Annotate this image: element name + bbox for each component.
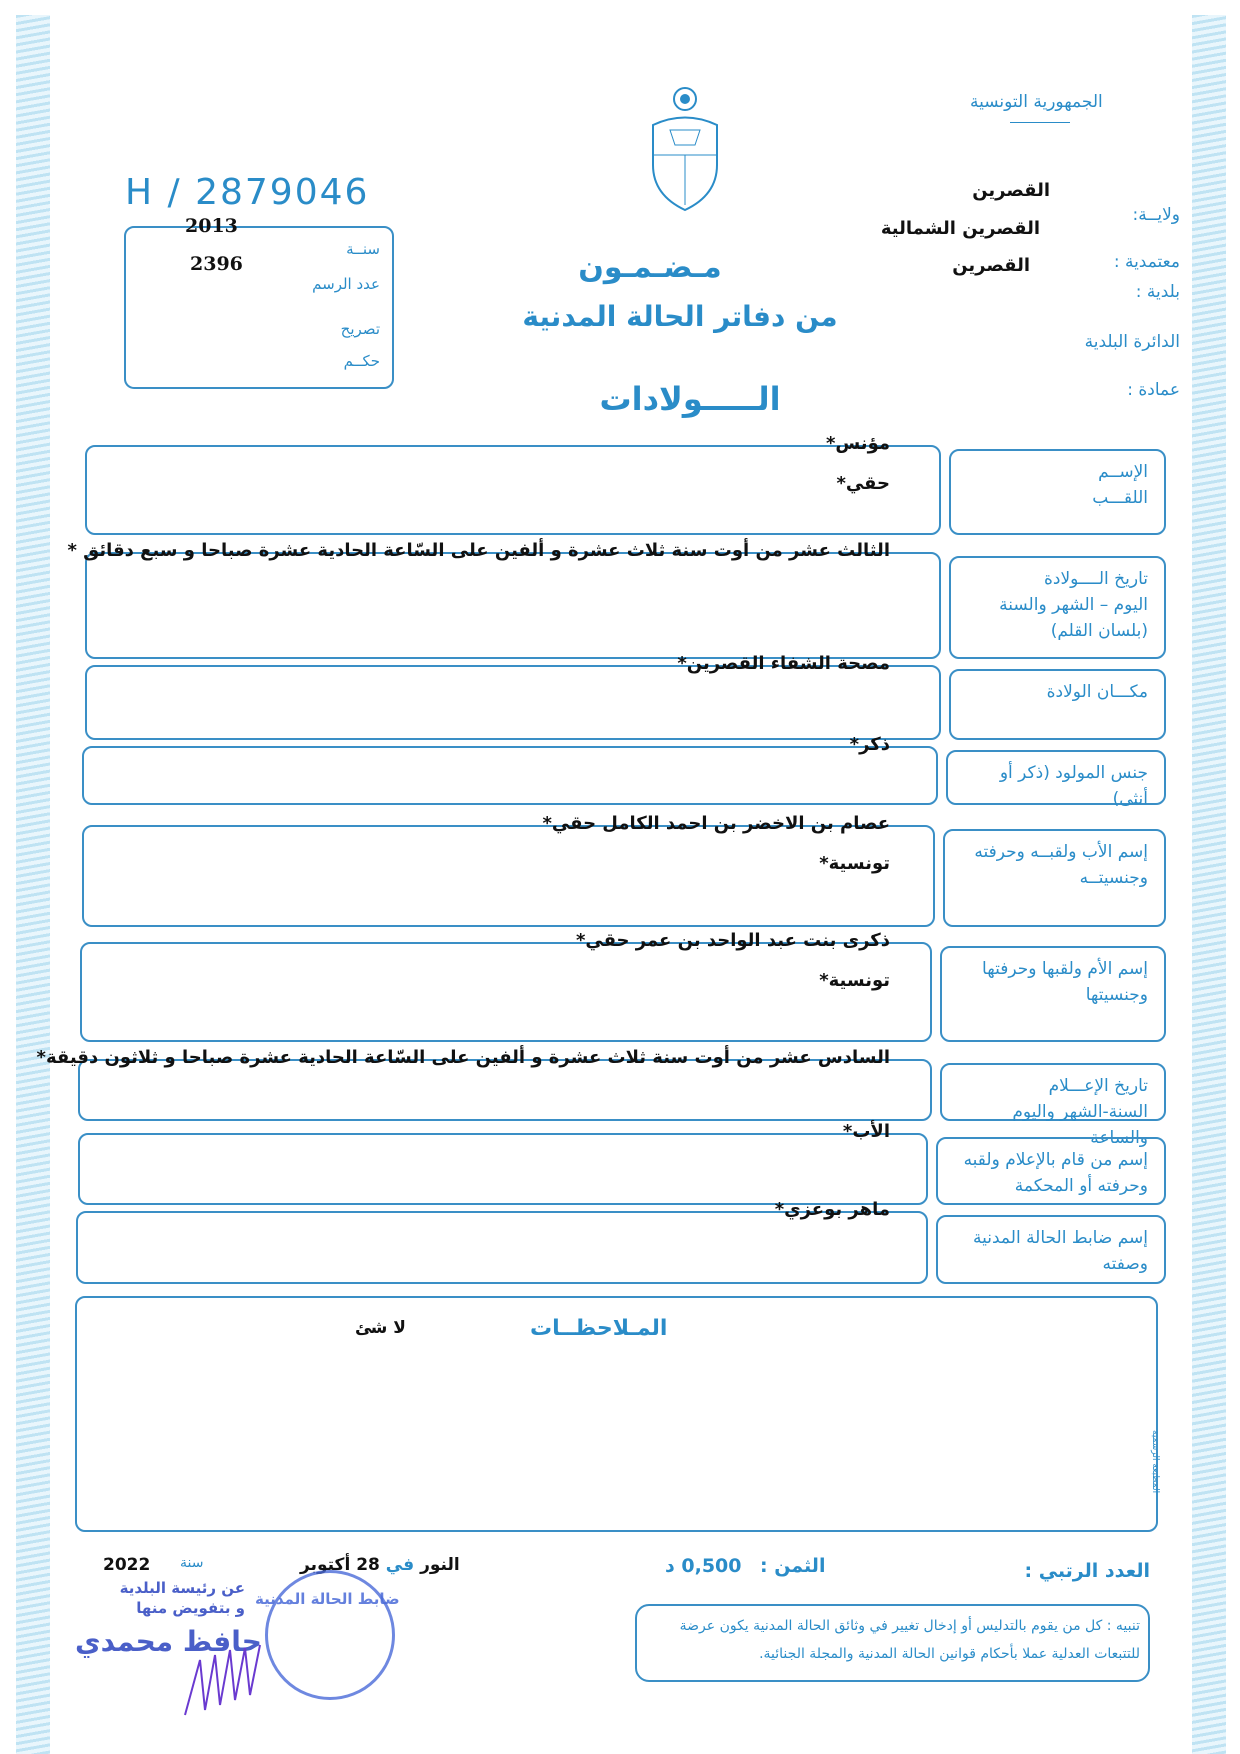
signature-icon — [180, 1640, 270, 1720]
wilaya-value: القصرين — [972, 180, 1050, 201]
value-box — [82, 746, 938, 805]
value-box — [85, 665, 941, 740]
field-value: تونسية* — [819, 853, 890, 874]
value-box — [85, 445, 941, 535]
label-line: وجنسيتــه — [1079, 868, 1148, 888]
municipality-value: القصرين — [952, 255, 1030, 276]
republic-label: الجمهورية التونسية — [970, 92, 1103, 112]
value-box — [78, 1059, 932, 1121]
field-value: ذكرى بنت عبد الواحد بن عمر حقي* — [575, 930, 890, 951]
field-label — [940, 946, 1162, 1018]
serial-label: العدد الرتبي : — [1024, 1560, 1150, 1582]
remarks-value: لا شئ — [355, 1318, 406, 1338]
field-label — [949, 556, 1162, 654]
label-line: جنس المولود (ذكر أو أنثى) — [999, 763, 1148, 809]
field-label — [949, 669, 1162, 715]
stamp-line: و بتفويض منها — [136, 1599, 245, 1617]
issue-place: النور — [420, 1555, 460, 1575]
field-value: مصحة الشفاء القصرين* — [677, 653, 890, 674]
delegation-value: القصرين الشمالية — [880, 218, 1040, 239]
title-line2: من دفاتر الحالة المدنية — [522, 300, 838, 333]
field-value: ماهر بوعزي* — [774, 1199, 890, 1220]
field-value: عصام بن الاخضر بن احمد الكامل حقي* — [542, 813, 890, 834]
issue-date: 28 أكتوبر — [300, 1555, 380, 1575]
signer-name: حافظ محمدي — [75, 1625, 262, 1658]
coat-of-arms-icon — [645, 85, 725, 215]
label-line: إسم من قام بالإعلام ولقبه — [963, 1150, 1148, 1170]
label-line: تاريخ الــــولادة — [1043, 569, 1148, 589]
delegation-stamp — [85, 1578, 245, 1618]
label-line: اليوم – الشهر والسنة — [999, 595, 1148, 615]
field-value: ذكر* — [849, 734, 890, 755]
year-label: سنــة — [346, 240, 380, 258]
field-value: الأب* — [842, 1121, 890, 1142]
label-line: تاريخ الإعـــلام — [1048, 1076, 1148, 1096]
number-label: عدد الرسم — [312, 275, 380, 293]
field-label — [936, 1137, 1162, 1209]
label-line: وصفته — [1102, 1254, 1148, 1274]
field-label — [936, 1215, 1162, 1287]
value-box — [76, 1211, 928, 1284]
seal-text: ضابط الحالة المدنية — [255, 1590, 400, 1608]
municipality-label: بلدية : — [1135, 282, 1180, 302]
delegation-label: معتمدية : — [1113, 252, 1180, 272]
year-label-footer: سنة — [180, 1555, 204, 1571]
label-line: مكـــان الولادة — [1046, 682, 1148, 702]
serial-number: H / 2879046 — [125, 172, 370, 213]
label-line: السنة-الشهر واليوم والساعة — [1012, 1102, 1148, 1148]
warning-text: تنبيه : كل من يقوم بالتدليس أو إدخال تغيير في وثائق الحالة المدنية يكون عرضة للتتبعات العدلية عملا بأحكام قوانين الحالة المدنية والمجلة الجنائية. — [679, 1618, 1140, 1662]
issue-year: 2022 — [103, 1555, 151, 1575]
label-line: وجنسيتها — [1085, 985, 1148, 1005]
divider — [1010, 122, 1070, 123]
declaration-label: تصريح — [340, 320, 380, 338]
field-value: تونسية* — [819, 970, 890, 991]
price-label: الثمن : — [760, 1555, 826, 1577]
price-value: 0,500 د — [665, 1555, 742, 1577]
security-border-right — [1192, 15, 1226, 1754]
value-box — [85, 552, 941, 659]
field-value: السادس عشر من أوت سنة ثلاث عشرة و ألفين على السّاعة الحادية عشرة صباحا و ثلاثون دقيقة* — [36, 1047, 890, 1068]
label-line: إسم ضابط الحالة المدنية — [973, 1228, 1148, 1248]
judgment-label: حكــم — [343, 352, 380, 370]
label-line: (بلسان القلم) — [1050, 621, 1148, 641]
value-box — [78, 1133, 928, 1205]
value-box — [80, 942, 932, 1042]
printer-mark: المطبعة الرسمية — [1150, 1430, 1160, 1494]
wilaya-label: ولايــة: — [1132, 205, 1180, 225]
field-value: مؤنس* — [825, 433, 890, 454]
district-label: الدائرة البلدية — [1084, 332, 1180, 352]
field-value: الثالث عشر من أوت سنة ثلاث عشرة و ألفين على السّاعة الحادية عشرة صباحا و سبع دقائق * — [67, 540, 890, 561]
omda-label: عمادة : — [1127, 380, 1180, 400]
label-line: إسم الأم ولقبها وحرفتها — [982, 959, 1148, 979]
record-year: 2013 — [185, 215, 238, 237]
value-box — [82, 825, 935, 927]
field-label — [946, 750, 1162, 822]
label-line: وحرفته أو المحكمة — [1014, 1176, 1148, 1196]
security-border-left — [16, 15, 50, 1754]
title-births: الـــــولادات — [599, 380, 781, 418]
remarks-label: المـلاحظــات — [530, 1316, 668, 1341]
stamp-line: عن رئيسة البلدية — [119, 1579, 245, 1597]
field-label — [949, 449, 1162, 521]
label-line: الإســم — [1098, 462, 1148, 482]
in-label: في — [385, 1555, 415, 1575]
label-line: إسم الأب ولقبــه وحرفته — [974, 842, 1148, 862]
record-number: 2396 — [190, 253, 243, 275]
field-label — [943, 829, 1162, 901]
label-line: اللقـــب — [1092, 488, 1148, 508]
field-value: حقي* — [836, 473, 890, 494]
title-line1: مـضـمـون — [578, 250, 722, 285]
